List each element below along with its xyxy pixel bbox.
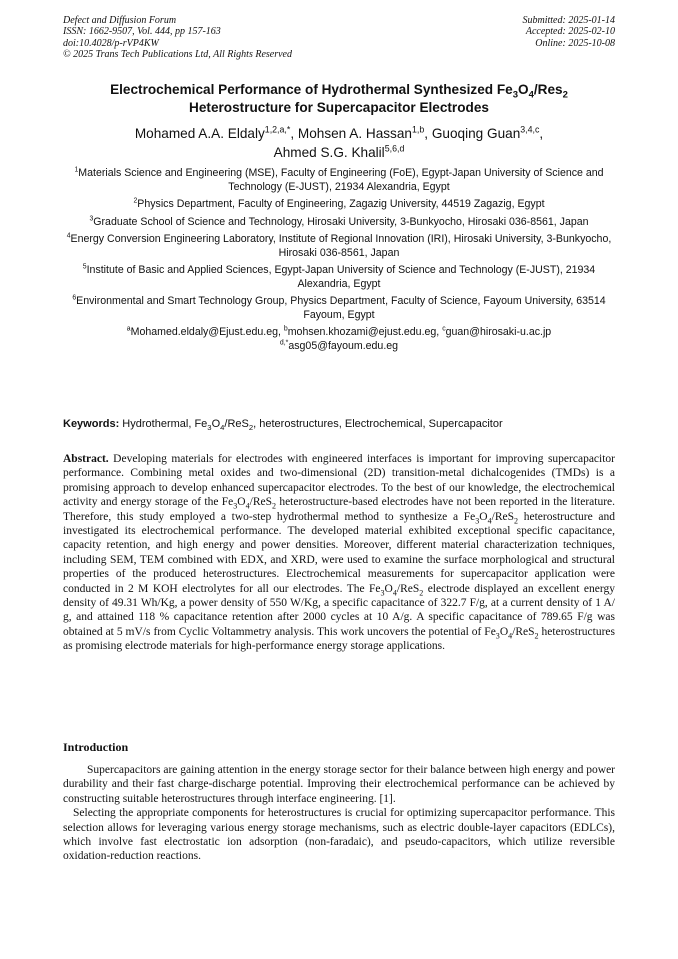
author-name: Mohamed A.A. Eldaly [134, 126, 265, 141]
submitted-date: Submitted: 2025-01-14 [522, 15, 615, 26]
journal-info [63, 15, 292, 60]
keywords-label: Keywords: [63, 418, 120, 430]
submission-dates [523, 15, 616, 49]
affiliation: $^3$Graduate School of Science and Technology, Hirosaki University, 3-Bunkyocho, Hirosaki 036-8561, Japan [89, 214, 589, 228]
authors-line-2: Ahmed S.G. Khalil$^{5,6,d}$ [273, 143, 405, 160]
affiliation: $^6$Environmental and Smart Technology Group, Physics Department, Faculty of Science, Fayoum University, 63514 Fayoum, Egypt [72, 294, 606, 321]
author-name: Mohsen A. Hassan [297, 126, 412, 141]
journal-copyright: © 2025 Trans Tech Publications Ltd, All Rights Reserved [63, 48, 292, 60]
abstract-label: Abstract. [63, 453, 109, 465]
affiliation: $^2$Physics Department, Faculty of Engineering, Zagazig University, 44519 Zagazig, Egypt [133, 197, 545, 210]
affiliation: $^5$Institute of Basic and Applied Sciences, Egypt-Japan University of Science and Technology (E-JUST), 21934 Alexandria, Egypt [82, 263, 596, 290]
introduction-body [63, 763, 615, 864]
author-name: Guoqing Guan [431, 126, 521, 141]
abstract: Abstract. Developing materials for electrodes with engineered interfaces is important for improving supercapacitor performance. Combining metal oxides and two-dimensional (2D) transition-metal dichalcogenides (TMDs) is a promising approach to develop enhanced supercapacitor electrodes. To the best of our knowledge, the electrochemical activity and energy storage of the $Fe_3O_4/ReS_2$ heterostructure-based electrodes have not been reported in the literature. Therefore, this study employed a two-step hydrothermal method to synthesize a $Fe_3O_4/ReS_2$ heterostructure and investigated its electrochemical performance. The developed material exhibited exceptional specific capacitance, capacity retention, and high energy and power densities. Moreover, different material characterization techniques, including SEM, TEM combined with EDX, and XRD, were used to examine the surface morphological and structural properties of the produced heterostructures. Electrochemical measurements for supercapacitor application were conducted in 2 M KOH electrolytes for all our electrodes. The $Fe_3O_4/ReS_2$ electrode displayed an excellent energy density of 49.31 Wh/Kg, a power density of 550 W/Kg, a specific capacitance of 322.7 F/g, at a current density of 1 A/ g, and attained 118 % capacitance retention after 2000 cycles at 10 A/g. A specific capacitance of 789.65 F/g was obtained at 5 mV/s from Cyclic Voltammetry analysis. This work uncovers the potential of $Fe_3O_4/ReS_2$ heterostructures as promising electrode materials for high-performance energy storage applications. [63, 453, 616, 653]
title-line-1: Electrochemical Performance of Hydrothermal Synthesized $Fe_3O_4/Res_2$ [110, 82, 568, 101]
accepted-date: Accepted: 2025-02-10 [525, 26, 615, 38]
journal-name: Defect and Diffusion Forum [63, 15, 177, 26]
paper-title [40, 81, 638, 117]
affiliation: $^4$Energy Conversion Engineering Laboratory, Institute of Regional Innovation (IRI), Hirosaki University, 3-Bunkyocho, Hirosaki 036-8561, Japan [66, 232, 612, 259]
email-link[interactable]: asg05@fayoum.edu.eg [288, 339, 399, 352]
email-list: $^a$Mohamed.eldaly@Ejust.edu.eg, $^b$mohsen.khozami@ejust.edu.eg, $^c$guan@hirosaki-u.ac.jp $^{d,*}$asg05@fayoum.edu.eg [126, 325, 552, 352]
introduction-heading: Introduction [63, 740, 129, 754]
authors-line-1: Mohamed A.A. Eldaly$^{1,2,a,*}$, Mohsen A. Hassan$^{1,b}$, Guoqing Guan$^{3,4,c}$, [134, 124, 544, 141]
keywords: Keywords: Hydrothermal, $Fe_3O_4/ReS_2$, heterostructures, Electrochemical, Supercapacitor [63, 418, 503, 433]
affiliation: $^1$Materials Science and Engineering (MSE), Faculty of Engineering (FoE), Egypt-Japan University of Science and Technology (E-JUST), 21934 Alexandria, Egypt [74, 166, 604, 193]
journal-issn: ISSN: 1662-9507, Vol. 444, pp 157-163 [63, 26, 221, 38]
paragraph: Selecting the appropriate components for heterostructures is crucial for optimizing supercapacitor performance. This selection allows for leveraging various energy storage mechanisms, such as electric double-layer capacitors (EDLCs), which involve fast electrostatic ion adsorption (non-faradaic), and pseudo-capacitors, which utilize reversible oxidation-reduction reactions. [63, 807, 615, 863]
journal-doi: doi:10.4028/p-rVP4KW [63, 37, 159, 49]
affiliations [63, 167, 615, 353]
email-link[interactable]: guan@hirosaki-u.ac.jp [445, 326, 552, 338]
paragraph: Supercapacitors are gaining attention in the energy storage sector for their balance between high energy and power durability and their fast charge-discharge potential. Improving their electrochemical performance can be achieved by constructing suitable heterostructures through interface engineering. [1]. [63, 764, 615, 805]
title-line-2: Heterostructure for Supercapacitor Electrodes [189, 100, 489, 115]
email-link[interactable]: Mohamed.eldaly@Ejust.edu.eg, [130, 326, 284, 338]
email-link[interactable]: mohsen.khozami@ejust.edu.eg, [287, 326, 443, 338]
online-date: Online: 2025-10-08 [535, 37, 615, 49]
author-name: Ahmed S.G. Khalil [273, 145, 385, 160]
author-list [40, 124, 638, 162]
